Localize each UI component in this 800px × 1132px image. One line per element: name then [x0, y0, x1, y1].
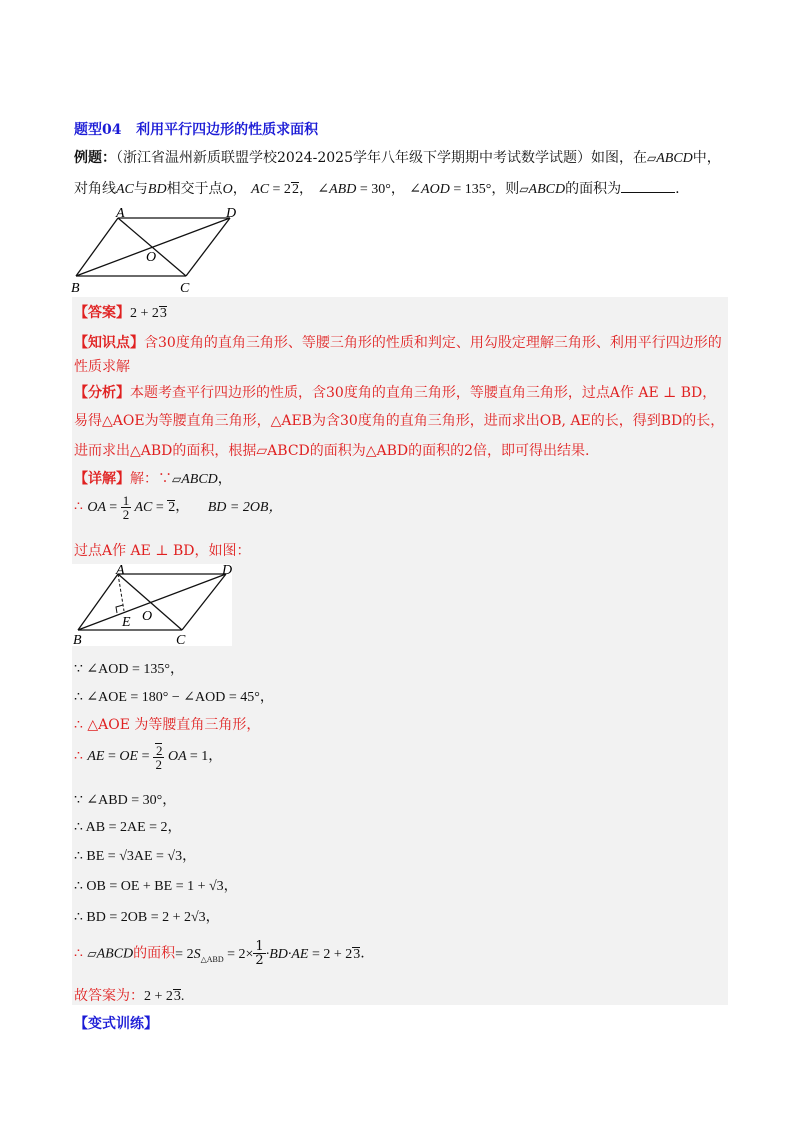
answer-row [74, 302, 167, 322]
label2-D: D [222, 564, 232, 578]
knowledge-line2: 性质求解 [74, 359, 130, 375]
label2-C: C [176, 633, 186, 646]
construct-line: 过点A作 AE ⊥ BD，如图： [74, 543, 251, 559]
final-answer: 故答案为：2 + 23. [74, 988, 185, 1004]
answer-value: 2 + 23 [130, 306, 167, 321]
oa-equation: ∴ OA = $\frac{1}{2}$ AC = 2， BD = 2OB， [74, 493, 283, 522]
example-q1-tail: 如图，在 [591, 150, 647, 166]
section-heading [74, 119, 318, 139]
label-D: D [226, 206, 237, 221]
variant-heading: 【变式训练】 [74, 1016, 158, 1032]
step-8: ∴ BD = 2OB = 2 + 2√3， [74, 910, 220, 925]
example-source: （浙江省温州新质联盟学校2024-2025学年八年级下学期期中考试数学试题） [116, 150, 591, 166]
label2-E: E [122, 615, 131, 630]
section-title: 利用平行四边形的性质求面积 [136, 122, 319, 138]
ac-expression: AC = 22 [251, 182, 299, 197]
answer-blank [621, 180, 675, 193]
label2-B: B [73, 633, 82, 646]
solution-block [72, 297, 728, 1005]
ae-equation: ∴ AE = OE = $\frac{2}{2}$ OA = 1， [74, 743, 223, 772]
analysis-line1: 【分析】本题考查平行四边形的性质，含30度角的直角三角形，等腰直角三角形，过点A作 AE ⊥ BD， [74, 385, 717, 401]
knowledge-label: 【知识点】 [74, 335, 144, 351]
area-text: 的面积 [133, 945, 176, 962]
label2-A: A [116, 564, 125, 578]
section-label: 题型04 [74, 122, 122, 138]
step-1: ∵ ∠AOD = 135°， [74, 662, 184, 677]
parallelogram-symbol: ▱ [647, 151, 657, 165]
example-question-line2: 对角线AC与BD相交于点O， AC = 22， ∠ABD = 30°， ∠AOD = 135°，则▱ABCD的面积为 . [74, 181, 680, 197]
answer-label: 【答案】 [74, 305, 130, 321]
step-5: ∴ AB = 2AE = 2， [74, 820, 182, 835]
angle-aod: ∠AOD = 135° [409, 182, 492, 197]
parallelogram-figure [68, 204, 248, 296]
parallelogram-figure-2 [72, 564, 232, 646]
step-7: ∴ OB = OE + BE = 1 + √3， [74, 879, 238, 894]
angle-abd: ∠ABD = 30° [317, 182, 391, 197]
example-q1-end: 中， [692, 150, 721, 166]
analysis-line3: 进而求出△ABD的面积，根据▱ABCD的面积为△ABD的面积的2倍，即可得出结果. [74, 443, 590, 459]
label-C: C [180, 281, 190, 296]
analysis-line2: 易得△AOE为等腰直角三角形，△AEB为含30度角的直角三角形，进而求出OB, AE的长，得到BD的长， [74, 413, 725, 429]
final-label: 故答案为： [74, 988, 144, 1004]
analysis-label: 【分析】 [74, 385, 130, 401]
step-4: ∵ ∠ABD = 30°， [74, 793, 177, 808]
detail-label: 【详解】 [74, 471, 130, 487]
step-3: ∴ △AOE 为等腰直角三角形， [74, 717, 261, 733]
knowledge-line1: 【知识点】含30度角的直角三角形、等腰三角形的性质和判定、用勾股定理解三角形、利用平行四边形的 [74, 335, 722, 351]
bd-eq: BD = 2OB， [207, 499, 283, 515]
label-B: B [71, 281, 80, 296]
example-question-line1: 例题：（浙江省温州新质联盟学校2024-2025学年八年级下学期期中考试数学试题）如图，在▱ABCD中， [74, 150, 721, 166]
label2-O: O [142, 609, 153, 624]
step-2: ∴ ∠AOE = 180° − ∠AOD = 45°， [74, 690, 274, 705]
example-label: 例题： [74, 150, 116, 166]
step-6: ∴ BE = √3AE = √3， [74, 849, 197, 864]
detail-intro: 【详解】解：∵▱ABCD， [74, 471, 232, 487]
label-O: O [146, 250, 157, 265]
area-equation: ∴ ▱ABCD的面积= $2S_{\triangle ABD} = 2\times$ $\frac{1}{2}$ ·BD·AE = 2 + 23. [74, 939, 365, 968]
label-A: A [116, 206, 125, 221]
